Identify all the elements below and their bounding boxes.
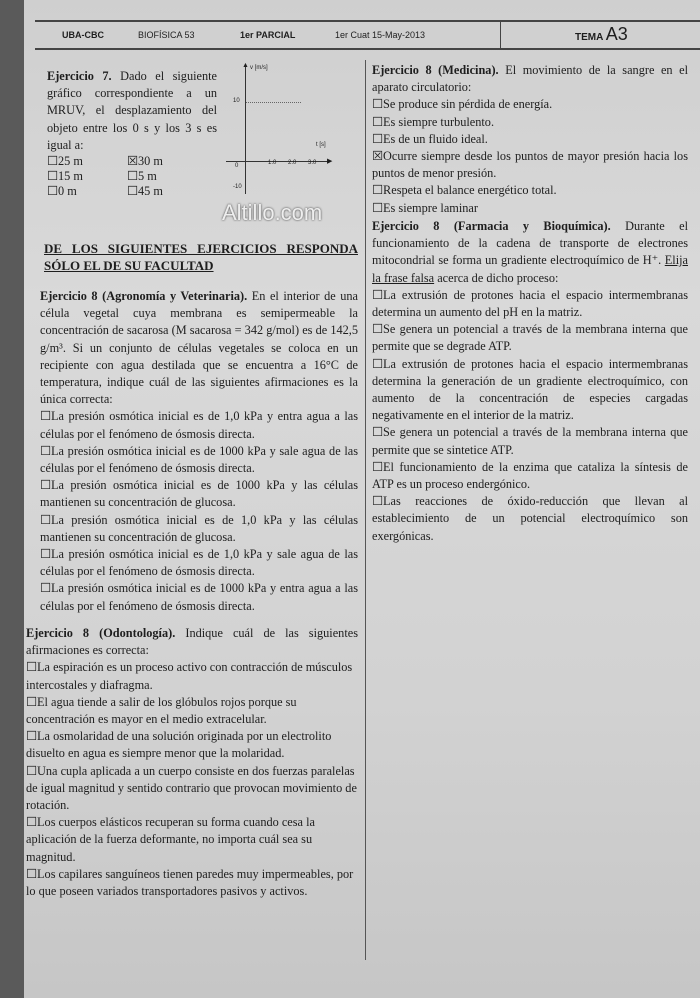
gridline <box>246 102 301 103</box>
watermark-logo: Altillo.com <box>222 200 323 225</box>
options-list <box>26 659 358 900</box>
answer-option-checkbox[interactable]: ☐ 5 m <box>127 169 207 184</box>
exercise-8-odontologia <box>26 625 358 900</box>
y-axis <box>245 66 246 194</box>
y-tick: -10 <box>233 184 242 190</box>
answer-option-checkbox[interactable]: ☐ La presión osmótica inicial es de 1000 kPa y entra agua a las células por el fenómeno de ósmosis directa. <box>40 580 358 614</box>
heading-text: DE LOS SIGUIENTES EJERCICIOS RESPONDA SÓLO EL DE SU FACULTAD <box>44 241 358 273</box>
options-list <box>372 287 688 545</box>
tema <box>575 24 628 45</box>
answer-option-checkbox[interactable]: ☐ La extrusión de protones hacia el espacio intermembranas determina un aumento del pH en la matriz. <box>372 287 688 321</box>
column-divider <box>365 60 366 960</box>
exercise-text: El movimiento de la sangre en el aparato circulatorio: <box>372 63 689 95</box>
answer-option-checkbox[interactable]: ☐ El agua tiende a salir de los glóbulos rojos porque su concentración es mayor en el medio extracelular. <box>26 694 358 728</box>
exam-header <box>35 20 700 50</box>
answer-option-checkbox[interactable]: ☐ La espiración es un proceso activo con contracción de músculos intercostales y diafragma. <box>26 659 358 693</box>
exercise-8-agronomia <box>40 288 358 615</box>
tema-label: TEMA <box>575 32 603 43</box>
instruction: Elija la frase falsa <box>372 253 688 285</box>
x-tick: 2.0 <box>288 160 297 166</box>
exercise-title: Ejercicio 8 (Medicina). <box>372 63 499 77</box>
y-label: v [m/s] <box>250 65 268 71</box>
velocity-graph <box>226 62 334 197</box>
exercise-text: Dado el siguiente gráfico correspondiente a un MRUV, el desplazamiento del objeto entre los 0 s y los 3 s es igual a: <box>47 69 217 152</box>
header-divider <box>500 20 501 50</box>
answer-option-checkbox[interactable]: ☐ Es de un fluido ideal. <box>372 131 688 148</box>
answer-option-checkbox[interactable]: ☐ La presión osmótica inicial es de 1,0 kPa y entra agua a las células por el fenómeno de ósmosis directa. <box>40 408 358 442</box>
exercise-text: En el interior de una célula vegetal cuya membrana es semipermeable la concentración de sacarosa (M sacarosa = 342 g/mol) es de 142,5 g/m³. Si un conjunto de células vegetales se coloca en un recipiente con agua destilada que se encuentra a 16°C de temperatura, indique cuál de las siguientes afirmaciones es la única correcta: <box>40 289 359 407</box>
exercise-title: Ejercicio 8 (Farmacia y Bioquímica). <box>372 219 611 233</box>
answer-option-checkbox[interactable]: ☐ Se genera un potencial a través de la membrana interna que permite que se degrade ATP. <box>372 321 688 355</box>
options-list <box>372 96 688 216</box>
exercise-title: Ejercicio 7. <box>47 69 112 83</box>
options-list <box>40 408 358 614</box>
answer-option-checkbox[interactable]: ☐ 45 m <box>127 184 207 199</box>
answer-option-checkbox[interactable]: ☐ Una cupla aplicada a un cuerpo consiste en dos fuerzas paralelas de igual magnitud y sentido contrario que provocan movimiento de rotación. <box>26 763 358 815</box>
exercise-8-medicina <box>372 62 688 217</box>
exam-date: 1er Cuat 15-May-2013 <box>335 30 426 40</box>
answer-option-checkbox[interactable]: ☐ El funcionamiento de la enzima que cataliza la síntesis de ATP es un proceso endergónico. <box>372 459 688 493</box>
exercise-title: Ejercicio 8 (Agronomía y Veterinaria). <box>40 289 248 303</box>
x-tick: 3.0 <box>308 160 317 166</box>
answer-option-checkbox[interactable]: ☐ Las reacciones de óxido-reducción que llevan al establecimiento de un potencial electroquímico son exergónicas. <box>372 493 688 545</box>
answer-option-checkbox[interactable]: ☐ Es siempre laminar <box>372 200 688 217</box>
section-heading <box>44 240 358 274</box>
exam-name: 1er PARCIAL <box>240 30 296 40</box>
answer-option-checkbox[interactable]: ☐ Los cuerpos elásticos recuperan su forma cuando cesa la aplicación de la fuerza deformante, no importa cuál sea su magnitud. <box>26 814 358 866</box>
answer-option-checkbox[interactable]: ☐ La osmolaridad de una solución originada por un electrolito disuelto en agua es siempre menor que la molaridad. <box>26 728 358 762</box>
origin-label: 0 <box>235 163 239 169</box>
answer-option-checkbox[interactable]: ☒ Ocurre siempre desde los puntos de mayor presión hacia los puntos de menor presión. <box>372 148 688 182</box>
answer-option-checkbox[interactable]: ☐ La presión osmótica inicial es de 1,0 kPa y sale agua de las células por el fenómeno de ósmosis directa. <box>40 546 358 580</box>
exercise-text: Durante el funcionamiento de la cadena de transporte de electrones mitocondrial se forma un gradiente electroquímico de H⁺. <box>372 219 689 268</box>
x-label: t [s] <box>316 142 326 148</box>
answer-option-checkbox[interactable]: ☐ Los capilares sanguíneos tienen paredes muy impermeables, por lo que poseen variados transportadores pasivos y activos. <box>26 866 358 900</box>
answer-option-checkbox[interactable]: ☐ La presión osmótica inicial es de 1000 kPa y las células mantienen su concentración de glucosa. <box>40 477 358 511</box>
exercise-8-farmacia <box>372 218 688 545</box>
answer-option-checkbox[interactable]: ☐ Respeta el balance energético total. <box>372 182 688 199</box>
exercise-text: acerca de dicho proceso: <box>437 270 559 285</box>
y-arrow-icon: ▲ <box>242 62 249 69</box>
tema-value: A3 <box>605 24 628 44</box>
answer-option-checkbox[interactable]: ☐ La presión osmótica inicial es de 1000 kPa y sale agua de las células por el fenómeno de ósmosis directa. <box>40 443 358 477</box>
exercise-7 <box>47 68 217 199</box>
x-tick: 1.0 <box>268 160 277 166</box>
answer-option-checkbox[interactable]: ☐ Se produce sin pérdida de energía. <box>372 96 688 113</box>
exercise-text: Indique cuál de las siguientes afirmaciones es correcta: <box>26 626 358 658</box>
exercise-title: Ejercicio 8 (Odontología). <box>26 626 176 640</box>
y-tick: 10 <box>233 98 240 104</box>
subject: BIOFÍSICA 53 <box>138 30 195 40</box>
answer-option-checkbox[interactable]: ☒ 30 m <box>127 154 207 169</box>
options-grid <box>47 154 217 199</box>
answer-option-checkbox[interactable]: ☐ Se genera un potencial a través de la membrana interna que permite que se sintetice ATP. <box>372 424 688 458</box>
answer-option-checkbox[interactable]: ☐ La presión osmótica inicial es de 1,0 kPa y las células mantienen su concentración de glucosa. <box>40 512 358 546</box>
answer-option-checkbox[interactable]: ☐ 25 m <box>47 154 127 169</box>
answer-option-checkbox[interactable]: ☐ 0 m <box>47 184 127 199</box>
answer-option-checkbox[interactable]: ☐ La extrusión de protones hacia el espacio intermembranas determina la generación de un gradiente electroquímico, con aumento de la concentración de especies cargadas negativamente en el interior de la matriz. <box>372 356 688 425</box>
answer-option-checkbox[interactable]: ☐ Es siempre turbulento. <box>372 114 688 131</box>
x-arrow-icon: ▶ <box>327 158 333 165</box>
university: UBA-CBC <box>62 30 104 40</box>
answer-option-checkbox[interactable]: ☐ 15 m <box>47 169 127 184</box>
